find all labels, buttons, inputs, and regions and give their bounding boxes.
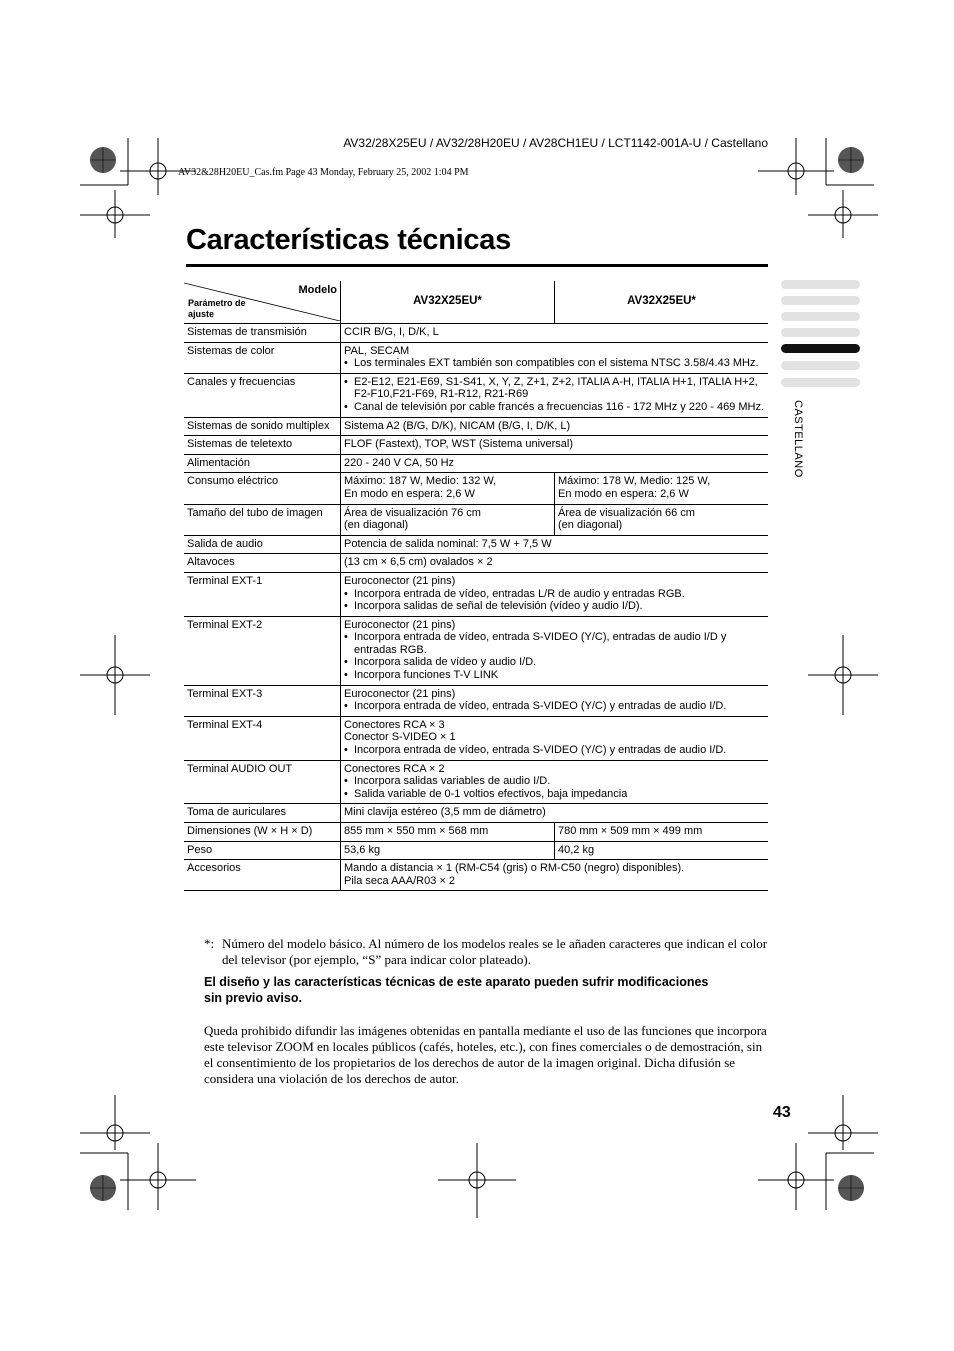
table-row bbox=[184, 342, 768, 373]
footnote bbox=[204, 936, 768, 968]
row-label: Peso bbox=[184, 841, 341, 860]
value-line: Máximo: 178 W, Medio: 125 W, bbox=[558, 475, 711, 488]
row-label: Sistemas de sonido multiplex bbox=[184, 417, 341, 436]
row-label: Tamaño del tubo de imagen bbox=[184, 504, 341, 535]
value-line: Mando a distancia × 1 (RM-C54 (gris) o RM-C50 (negro) disponibles). bbox=[344, 862, 685, 875]
value-line: Conector S-VIDEO × 1 bbox=[344, 731, 456, 744]
row-label: Sistemas de transmisión bbox=[184, 324, 341, 343]
table-row bbox=[184, 572, 768, 616]
table-row bbox=[184, 454, 768, 473]
row-value bbox=[341, 572, 769, 616]
row-value bbox=[341, 685, 769, 716]
value-line: Euroconector (21 pins) bbox=[344, 574, 456, 587]
column-header-a: AV32X25EU* bbox=[341, 281, 555, 324]
value-bullet: • Incorpora salidas de señal de televisión (vídeo y audio I/D). bbox=[344, 600, 765, 613]
header-file-line: AV32&28H20EU_Cas.fm Page 43 Monday, February 25, 2002 1:04 PM bbox=[178, 167, 469, 178]
copyright-paragraph: Queda prohibido difundir las imágenes obtenidas en pantalla mediante el uso de las funciones que incorpora este televisor ZOOM en locales públicos (cafés, hoteles, etc.), con fines comerciales o de demostración, sin el consentimiento de los propietarios de los derechos de autor de la imagen original. Dicha difusión se considera una violación de los derechos de autor. bbox=[204, 1023, 767, 1086]
row-label: Salida de audio bbox=[184, 535, 341, 554]
row-value bbox=[341, 760, 769, 804]
side-language-label: CASTELLANO bbox=[792, 400, 804, 478]
value-bullet: • Incorpora salida de vídeo y audio I/D. bbox=[344, 656, 765, 669]
table-row bbox=[184, 324, 768, 343]
row-value-b bbox=[555, 473, 769, 504]
value-line: En modo en espera: 2,6 W bbox=[558, 487, 689, 500]
table-row bbox=[184, 373, 768, 417]
page-title: Características técnicas bbox=[186, 224, 511, 256]
value-bullet: • Incorpora salidas variables de audio I/D. bbox=[344, 775, 765, 788]
table-row bbox=[184, 473, 768, 504]
value-line: Euroconector (21 pins) bbox=[344, 618, 456, 631]
value-line: (en diagonal) bbox=[558, 519, 623, 532]
language-tab bbox=[781, 361, 860, 370]
value-line: Área de visualización 66 cm bbox=[558, 506, 695, 519]
language-tab bbox=[781, 280, 860, 289]
corner-param-label: Parámetro de ajuste bbox=[188, 298, 246, 319]
value-line: En modo en espera: 2,6 W bbox=[344, 487, 475, 500]
row-label: Sistemas de teletexto bbox=[184, 436, 341, 455]
value-line: Conectores RCA × 3 bbox=[344, 718, 445, 731]
row-label: Dimensiones (W × H × D) bbox=[184, 823, 341, 842]
table-row bbox=[184, 760, 768, 804]
row-label: Terminal EXT-3 bbox=[184, 685, 341, 716]
row-value-a: 855 mm × 550 mm × 568 mm bbox=[341, 823, 555, 842]
value-bullet: • Incorpora entrada de vídeo, entrada S-VIDEO (Y/C) y entradas de audio I/D. bbox=[344, 744, 765, 757]
value-bullet: • Incorpora entrada de vídeo, entrada S-VIDEO (Y/C) y entradas de audio I/D. bbox=[344, 700, 765, 713]
table-row bbox=[184, 860, 768, 891]
value-bullet: • Incorpora entrada de vídeo, entrada S-VIDEO (Y/C), entradas de audio I/D y entradas RGB. bbox=[344, 631, 765, 656]
value-line: PAL, SECAM bbox=[344, 344, 410, 357]
row-value bbox=[341, 616, 769, 685]
value-bullet: • Incorpora entrada de vídeo, entradas L/R de audio y entradas RGB. bbox=[344, 588, 765, 601]
row-value bbox=[341, 342, 769, 373]
row-label: Terminal EXT-2 bbox=[184, 616, 341, 685]
table-row bbox=[184, 841, 768, 860]
row-value-b bbox=[555, 504, 769, 535]
language-tab bbox=[781, 328, 860, 337]
row-value bbox=[341, 373, 769, 417]
value-bullet: • Canal de televisión por cable francés a frecuencias 116 - 172 MHz y 220 - 469 MHz. bbox=[344, 401, 765, 414]
table-row bbox=[184, 436, 768, 455]
row-value: Potencia de salida nominal: 7,5 W + 7,5 W bbox=[341, 535, 769, 554]
row-value-a bbox=[341, 504, 555, 535]
row-value: Sistema A2 (B/G, D/K), NICAM (B/G, I, D/K, L) bbox=[341, 417, 769, 436]
table-row bbox=[184, 823, 768, 842]
footnote-mark: *: bbox=[204, 936, 215, 951]
language-tab-active bbox=[781, 344, 860, 353]
value-line: Euroconector (21 pins) bbox=[344, 687, 456, 700]
table-row bbox=[184, 417, 768, 436]
value-bullet: • Incorpora funciones T-V LINK bbox=[344, 669, 765, 682]
table-row bbox=[184, 685, 768, 716]
row-label: Altavoces bbox=[184, 554, 341, 573]
row-value: FLOF (Fastext), TOP, WST (Sistema universal) bbox=[341, 436, 769, 455]
row-value bbox=[341, 716, 769, 760]
value-bullet: • Salida variable de 0-1 voltios efectivos, baja impedancia bbox=[344, 788, 765, 801]
corner-modelo-label: Modelo bbox=[298, 284, 337, 296]
table-row bbox=[184, 535, 768, 554]
value-line: Pila seca AAA/R03 × 2 bbox=[344, 874, 455, 887]
value-bullet: • E2-E12, E21-E69, S1-S41, X, Y, Z, Z+1, Z+2, ITALIA A-H, ITALIA H+1, ITALIA H+2, F2-F10,F21-F69, R1-R12, R21-R69 bbox=[344, 376, 765, 401]
table-row bbox=[184, 504, 768, 535]
row-value: 220 - 240 V CA, 50 Hz bbox=[341, 454, 769, 473]
spec-table bbox=[184, 281, 768, 891]
row-value-a: 53,6 kg bbox=[341, 841, 555, 860]
table-row bbox=[184, 616, 768, 685]
language-tab bbox=[781, 296, 860, 305]
row-value: CCIR B/G, I, D/K, L bbox=[341, 324, 769, 343]
row-label: Canales y frecuencias bbox=[184, 373, 341, 417]
footnote-text: Número del modelo básico. Al número de los modelos reales se le añaden caracteres que indican el color del televisor (por ejemplo, “S” para indicar color plateado). bbox=[222, 936, 768, 967]
column-header-b: AV32X25EU* bbox=[555, 281, 769, 324]
row-value: (13 cm × 6,5 cm) ovalados × 2 bbox=[341, 554, 769, 573]
table-header-row bbox=[184, 281, 768, 324]
row-label: Consumo eléctrico bbox=[184, 473, 341, 504]
value-line: Área de visualización 76 cm bbox=[344, 506, 481, 519]
page-number: 43 bbox=[773, 1104, 791, 1121]
value-line: Conectores RCA × 2 bbox=[344, 762, 445, 775]
header-models-line: AV32/28X25EU / AV32/28H20EU / AV28CH1EU / LCT1142-001A-U / Castellano bbox=[343, 136, 768, 150]
row-value-a bbox=[341, 473, 555, 504]
row-label: Terminal EXT-1 bbox=[184, 572, 341, 616]
row-label: Alimentación bbox=[184, 454, 341, 473]
table-row bbox=[184, 804, 768, 823]
row-label: Toma de auriculares bbox=[184, 804, 341, 823]
language-tab bbox=[781, 312, 860, 321]
row-value-b: 780 mm × 509 mm × 499 mm bbox=[555, 823, 769, 842]
row-label: Terminal AUDIO OUT bbox=[184, 760, 341, 804]
spec-change-warning: El diseño y las características técnicas de este aparato pueden sufrir modificaciones sin previo aviso. bbox=[204, 975, 709, 1005]
row-value bbox=[341, 860, 769, 891]
row-label: Terminal EXT-4 bbox=[184, 716, 341, 760]
language-tab bbox=[781, 378, 860, 387]
value-line: (en diagonal) bbox=[344, 519, 409, 532]
value-bullet: • Los terminales EXT también son compatibles con el sistema NTSC 3.58/4.43 MHz. bbox=[344, 357, 765, 370]
title-rule bbox=[186, 264, 768, 267]
table-row bbox=[184, 554, 768, 573]
row-label: Sistemas de color bbox=[184, 342, 341, 373]
corner-cell bbox=[184, 281, 341, 324]
value-line: Máximo: 187 W, Medio: 132 W, bbox=[344, 475, 497, 488]
row-value-b: 40,2 kg bbox=[555, 841, 769, 860]
row-label: Accesorios bbox=[184, 860, 341, 891]
row-value: Mini clavija estéreo (3,5 mm de diámetro) bbox=[341, 804, 769, 823]
table-row bbox=[184, 716, 768, 760]
